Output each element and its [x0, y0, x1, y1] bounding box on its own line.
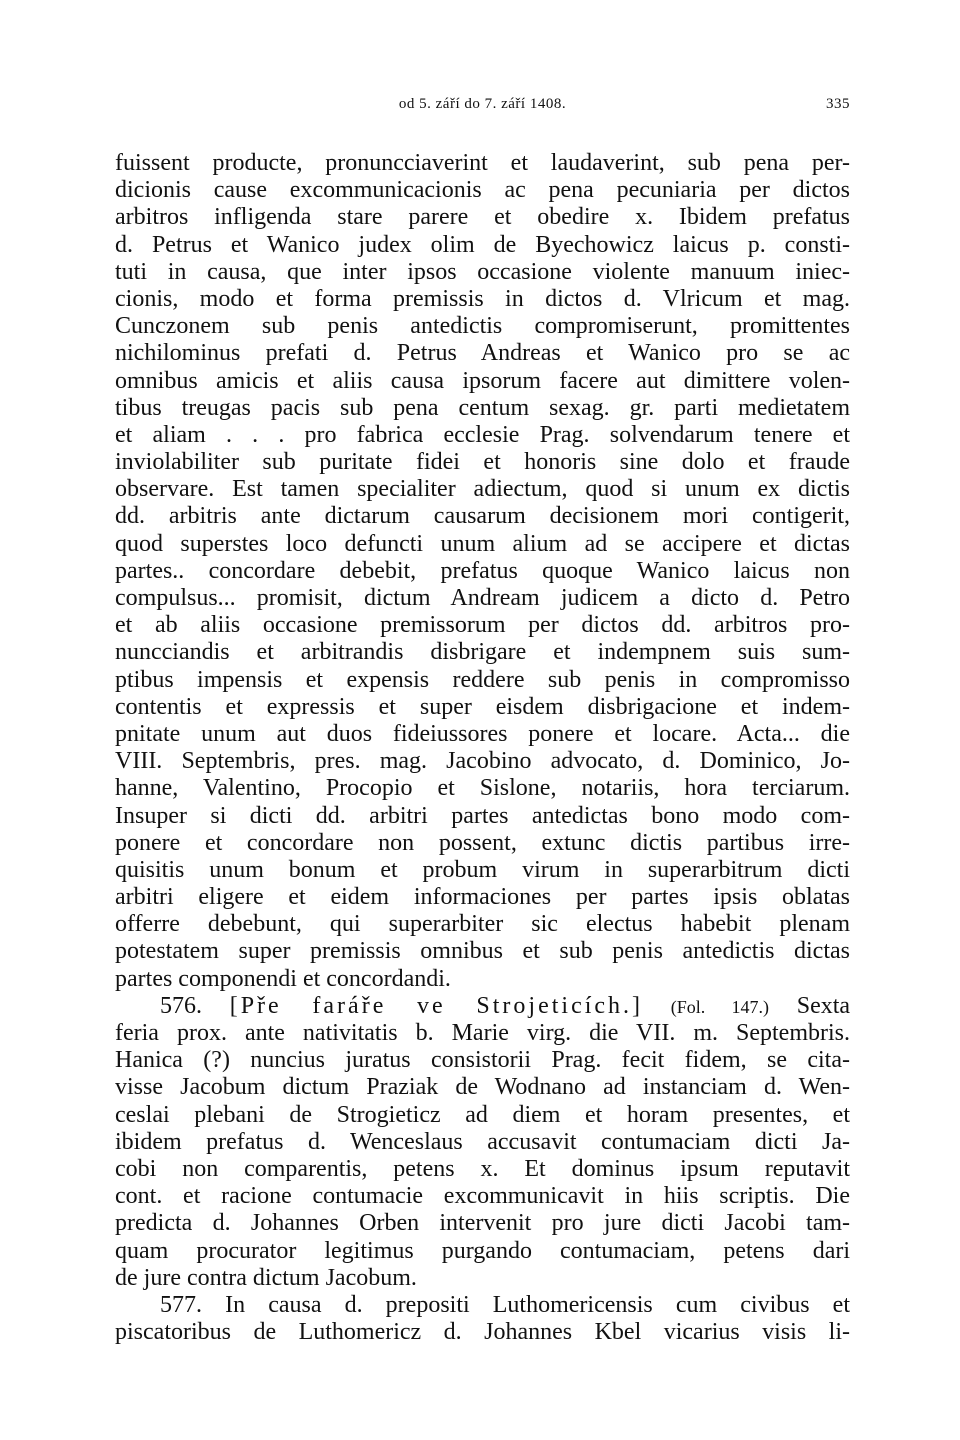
text-line: pnitate unum aut duos fideiussores ponere et locare. Acta... die — [115, 720, 850, 747]
text-line: inviolabiliter sub puritate fidei et honoris sine dolo et fraude — [115, 449, 850, 476]
folio-reference: (Fol. 147.) — [670, 996, 769, 1017]
entry-577-first-line: 577. In causa d. prepositi Luthomericensis cum civibus et — [160, 1291, 850, 1318]
text-fragment: Sexta — [796, 992, 851, 1019]
text-line: Cunczonem sub penis antedictis compromiserunt, promittentes — [115, 313, 850, 340]
text-line: ponere et concordare non possent, extunc dictis partibus irre- — [115, 829, 850, 856]
text-line: dd. arbitris ante dictarum causarum decisionem mori contigerit, — [115, 503, 850, 530]
text-line: d. Petrus et Wanico judex olim de Byechowicz laicus p. consti- — [115, 231, 850, 258]
body-text — [115, 150, 850, 1346]
text-line: visse Jacobum dictum Praziak de Wodnano ad instanciam d. Wen- — [115, 1074, 850, 1101]
text-line: partes componendi et concordandi. — [115, 965, 451, 992]
text-line: cobi non comparentis, petens x. Et dominus ipsum reputavit — [115, 1155, 850, 1182]
text-line: nuncciandis et arbitrandis disbrigare et indempnem suis sum- — [115, 639, 850, 666]
text-line: quam procurator legitimus purgando contumaciam, petens dari — [115, 1237, 850, 1264]
text-line: Hanica (?) nuncius juratus consistorii Prag. fecit fidem, se cita- — [115, 1047, 850, 1074]
running-title: od 5. září do 7. září 1408. — [398, 96, 567, 112]
text-line: Insuper si dicti dd. arbitri partes antedictas bono modo com- — [115, 802, 850, 829]
text-line: arbitri eligere et eidem informaciones per partes ipsis oblatas — [115, 884, 850, 911]
text-line: arbitros infligenda stare parere et obedire x. Ibidem prefatus — [115, 204, 850, 231]
entry-number: 576. — [160, 992, 202, 1019]
text-line: hanne, Valentino, Procopio et Sislone, notariis, hora terciarum. — [115, 775, 850, 802]
text-line: quisitis unum bonum et probum virum in superarbitrum dicti — [115, 856, 850, 883]
text-line: et ab aliis occasione premissorum per dictos dd. arbitros pro- — [115, 612, 850, 639]
text-line: dicionis cause excommunicacionis ac pena pecuniaria per dictos — [115, 177, 850, 204]
text-line: VIII. Septembris, pres. mag. Jacobino advocato, d. Dominico, Jo- — [115, 748, 850, 775]
entry-heading: [Pře faráře ve Strojeticích.] — [229, 992, 644, 1019]
text-line: potestatem super premissis omnibus et sub penis antedictis dictas — [115, 938, 850, 965]
text-line: omnibus amicis et aliis causa ipsorum facere aut dimittere volen- — [115, 367, 850, 394]
text-line: et aliam . . . pro fabrica ecclesie Prag. solvendarum tenere et — [115, 421, 850, 448]
text-line: piscatoribus de Luthomericz d. Johannes Kbel vicarius visis li- — [115, 1319, 850, 1346]
text-line: quod superstes loco defuncti unum alium ad se accipere et dictas — [115, 530, 850, 557]
text-line: ptibus impensis et expensis reddere sub penis in compromisso — [115, 666, 850, 693]
text-line: compulsus... promisit, dictum Andream judicem a dicto d. Petro — [115, 585, 850, 611]
page-number: 335 — [826, 96, 850, 112]
text-line: cont. et racione contumacie excommunicavit in hiis scriptis. Die — [115, 1183, 850, 1210]
text-line: observare. Est tamen specialiter adiectum, quod si unum ex dictis — [115, 476, 850, 503]
text-line: ibidem prefatus d. Wenceslaus accusavit contumaciam dicti Ja- — [115, 1128, 850, 1155]
text-line: contentis et expressis et super eisdem disbrigacione et indem- — [115, 693, 850, 720]
text-line: ceslai plebani de Strogieticz ad diem et horam presentes, et — [115, 1101, 850, 1128]
text-line: fuissent producte, pronuncciaverint et laudaverint, sub pena per- — [115, 150, 850, 176]
text-line: cionis, modo et forma premissis in dictos d. Vlricum et mag. — [115, 285, 850, 312]
text-line: tuti in causa, que inter ipsos occasione violente manuum iniec- — [115, 258, 850, 285]
text-line: predicta d. Johannes Orben intervenit pro jure dicti Jacobi tam- — [115, 1210, 850, 1237]
running-header — [115, 90, 850, 120]
text-line: feria prox. ante nativitatis b. Marie virg. die VII. m. Septembris. — [115, 1020, 850, 1046]
text-line: offerre debebunt, qui superarbiter sic electus habebit plenam — [115, 911, 850, 938]
text-line: nichilominus prefati d. Petrus Andreas et Wanico pro se ac — [115, 340, 850, 367]
entry-576-first-line — [115, 993, 850, 1020]
text-line: tibus treugas pacis sub pena centum sexag. gr. parti medietatem — [115, 394, 850, 421]
text-line: de jure contra dictum Jacobum. — [115, 1264, 417, 1291]
text-line: partes.. concordare debebit, prefatus quoque Wanico laicus non — [115, 557, 850, 584]
